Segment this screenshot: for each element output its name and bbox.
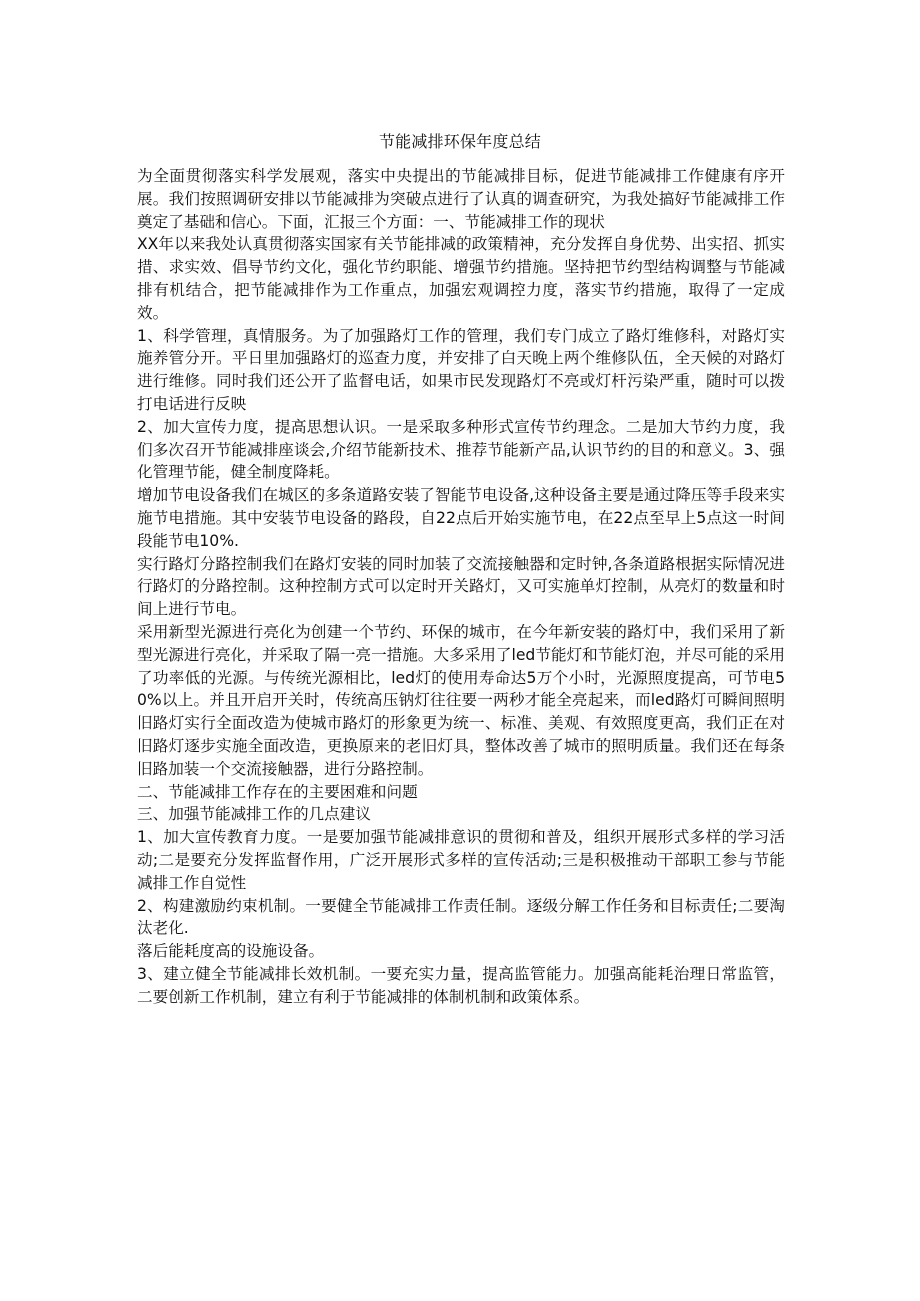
heading-problems: 二、节能减排工作存在的主要困难和问题 (137, 782, 418, 801)
heading-suggestions: 三、加强节能减排工作的几点建议 (137, 805, 371, 824)
paragraph-circuit-control: 实行路灯分路控制我们在路灯安装的同时加装了交流接触器和定时钟,各条道路根据实际情况进行路灯的分路控制。这种控制方式可以定时开关路灯，又可实施单灯控制，从亮灯的数量和时间上进行节电。 (137, 554, 785, 619)
paragraph-publicity: 2、加大宣传力度，提高思想认识。一是采取多种形式宣传节约理念。二是加大节约力度，我们多次召开节能减排座谈会,介绍节能新技术、推荐节能新产品,认识节约的目的和意义。3、强化管理节能，健全制度降耗。 (137, 417, 785, 482)
paragraph-suggestion-1: 1、加大宣传教育力度。一是要加强节能减排意识的贯彻和普及，组织开展形式多样的学习活动;二是要充分发挥监督作用，广泛开展形式多样的宣传活动;三是积极推动干部职工参与节能减排工作自觉性 (137, 828, 785, 892)
paragraph-suggestion-2-cont: 落后能耗度高的设施设备。 (137, 942, 325, 961)
paragraph-management: 1、科学管理，真情服务。为了加强路灯工作的管理，我们专门成立了路灯维修科，对路灯实施养管分开。平日里加强路灯的巡查力度，并安排了白天晚上两个维修队伍，全天候的对路灯进行维修。同时我们还公开了监督电话，如果市民发现路灯不亮或灯杆污染严重，随时可以拨打电话进行反映 (137, 326, 785, 413)
paragraph-suggestion-3: 3、建立健全节能减排长效机制。一要充实力量，提高监管能力。加强高能耗治理日常监管，二要创新工作机制，建立有利于节能减排的体制机制和政策体系。 (137, 964, 785, 1006)
document-body (137, 165, 785, 1008)
paragraph-status: XX年以来我处认真贯彻落实国家有关节能排减的政策精神，充分发挥自身优势、出实招、抓实措、求实效、倡导节约文化，强化节约职能、增强节约措施。坚持把节约型结构调整与节能减排有机结合，把节能减排作为工作重点，加强宏观调控力度，落实节约措施，取得了一定成效。 (137, 235, 785, 322)
paragraph-new-light-source: 采用新型光源进行亮化为创建一个节约、环保的城市，在今年新安装的路灯中，我们采用了新型光源进行亮化，并采取了隔一亮一措施。大多采用了led节能灯和节能灯泡，并尽可能的采用了功率低的光源。与传统光源相比，led灯的使用寿命达5万个小时，光源照度提高，可节电50%以上。并且开启开关时，传统高压钠灯往往要一两秒才能全亮起来，而led路灯可瞬间照明旧路灯实行全面改造为使城市路灯的形象更为统一、标准、美观、有效照度更高，我们正在对旧路灯逐步实施全面改造，更换原来的老旧灯具，整体改善了城市的照明质量。我们还在每条旧路加装一个交流接触器，进行分路控制。 (137, 622, 785, 778)
paragraph-intro: 为全面贯彻落实科学发展观，落实中央提出的节能减排目标，促进节能减排工作健康有序开展。我们按照调研安排以节能减排为突破点进行了认真的调查研究，为我处搞好节能减排工作奠定了基础和信心。下面，汇报三个方面：一、节能减排工作的现状 (137, 167, 785, 231)
document-title: 节能减排环保年度总结 (378, 132, 541, 151)
paragraph-suggestion-2: 2、构建激励约束机制。一要健全节能减排工作责任制。逐级分解工作任务和目标责任;二要淘汰老化. (137, 896, 785, 938)
paragraph-power-saving-devices: 增加节电设备我们在城区的多条道路安装了智能节电设备,这种设备主要是通过降压等手段来实施节电措施。其中安装节电设备的路段，自22点后开始实施节电，在22点至早上5点这一时间段能节电10%. (137, 486, 785, 550)
